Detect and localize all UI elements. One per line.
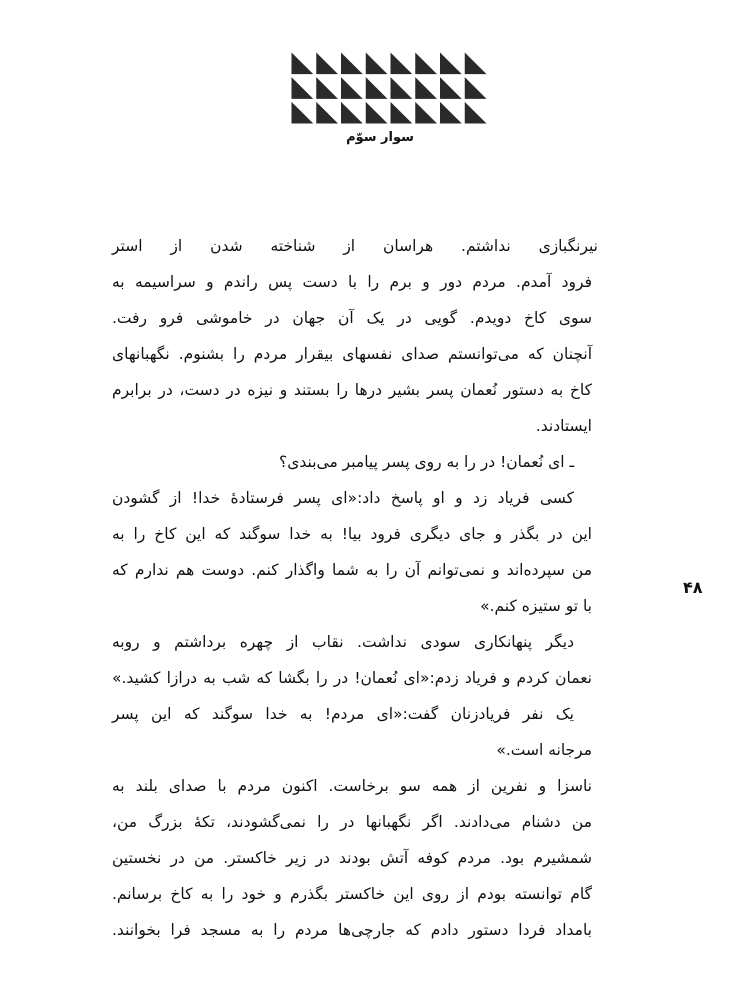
- ornament-triangle: [465, 77, 487, 99]
- text-line: فرود آمدم. مردم دور و برم را با دست پس راندم و سراسیمه به: [112, 273, 592, 291]
- text-line: مرجانه است.»: [496, 741, 592, 759]
- ornament-triangle: [316, 53, 338, 75]
- ornament-triangle: [415, 53, 437, 75]
- ornament-triangle: [465, 53, 487, 75]
- ornament-triangle: [316, 102, 338, 124]
- ornament-triangle: [440, 77, 462, 99]
- text-line: با تو ستیزه کنم.»: [480, 597, 592, 615]
- ornament-triangle: [341, 102, 363, 124]
- text-line: شمشیرم بود. مردم کوفه آتش بودند در زیر خاکستر. من در نخستین: [112, 849, 592, 867]
- ornament-triangle: [292, 77, 314, 99]
- text-line: این در بگذر و جای دیگری فرود بیا! به خدا سوگند که این کاخ را به: [112, 525, 592, 543]
- text-line: من دشنام می‌دادند. اگر نگهبانها در را نمی‌گشودند، تکهٔ بزرگ من،: [112, 813, 592, 831]
- page-number: ۴۸: [683, 578, 703, 597]
- ornament-triangle: [391, 53, 413, 75]
- ornament-triangle: [366, 102, 388, 124]
- ornament-triangle: [415, 77, 437, 99]
- text-line: نیرنگبازی نداشتم. هراسان از شناخته شدن از استر: [112, 237, 598, 255]
- text-line: من سپرده‌اند و نمی‌توانم آن را به شما واگذار کنم. دوست هم ندارم که: [112, 561, 592, 579]
- chapter-title: سوار سوّم: [346, 130, 414, 145]
- text-line: گام توانسته بودم از روی این خاکستر بگذرم و خود را به کاخ برسانم.: [112, 885, 592, 903]
- text-line: نعمان کردم و فریاد زدم:«ای نُعمان! در را بگشا که شب به درازا کشید.»: [112, 669, 592, 687]
- text-line: ایستادند.: [535, 417, 592, 435]
- text-line: کسی فریاد زد و او پاسخ داد:«ای پسر فرستادهٔ خدا! از گشودن: [112, 489, 574, 507]
- ornament-triangle: [415, 102, 437, 124]
- ornament-triangle: [440, 102, 462, 124]
- ornament-triangle: [341, 53, 363, 75]
- text-line: کاخ به دستور نُعمان پسر بشیر درها را بستند و نیزه در دست، در برابرم: [112, 381, 592, 399]
- text-line: یک نفر فریادزنان گفت:«ای مردم! به خدا سوگند که این پسر: [112, 705, 574, 723]
- ornament-triangle: [292, 102, 314, 124]
- text-line: ناسزا و نفرین از همه سو برخاست. اکنون مردم با صدای بلند به: [112, 777, 592, 795]
- ornament-triangle: [366, 77, 388, 99]
- text-line: ـ ای نُعمان! در را به روی پسر پیامبر می‌بندی؟: [279, 453, 574, 471]
- ornament-triangle: [366, 53, 388, 75]
- ornament-triangle: [440, 53, 462, 75]
- ornament-triangle: [465, 102, 487, 124]
- ornament-triangle: [391, 102, 413, 124]
- ornament-triangle: [292, 53, 314, 75]
- ornament-triangle: [341, 77, 363, 99]
- text-line: بامداد فردا دستور دادم که جارچی‌ها مردم را به مسجد فرا بخوانند.: [112, 921, 592, 939]
- text-line: آنچنان که می‌توانستم صدای نفسهای بیقرار مردم را بشنوم. نگهبانهای: [112, 345, 592, 363]
- ornament-triangle: [316, 77, 338, 99]
- text-line: دیگر پنهانکاری سودی نداشت. نقاب از چهره برداشتم و روبه: [112, 633, 574, 651]
- triangle-pattern-ornament: [290, 51, 488, 125]
- body-text: [112, 228, 598, 948]
- ornament-triangle: [391, 77, 413, 99]
- text-line: سوی کاخ دویدم. گویی در یک آن جهان در خاموشی فرو رفت.: [112, 309, 592, 327]
